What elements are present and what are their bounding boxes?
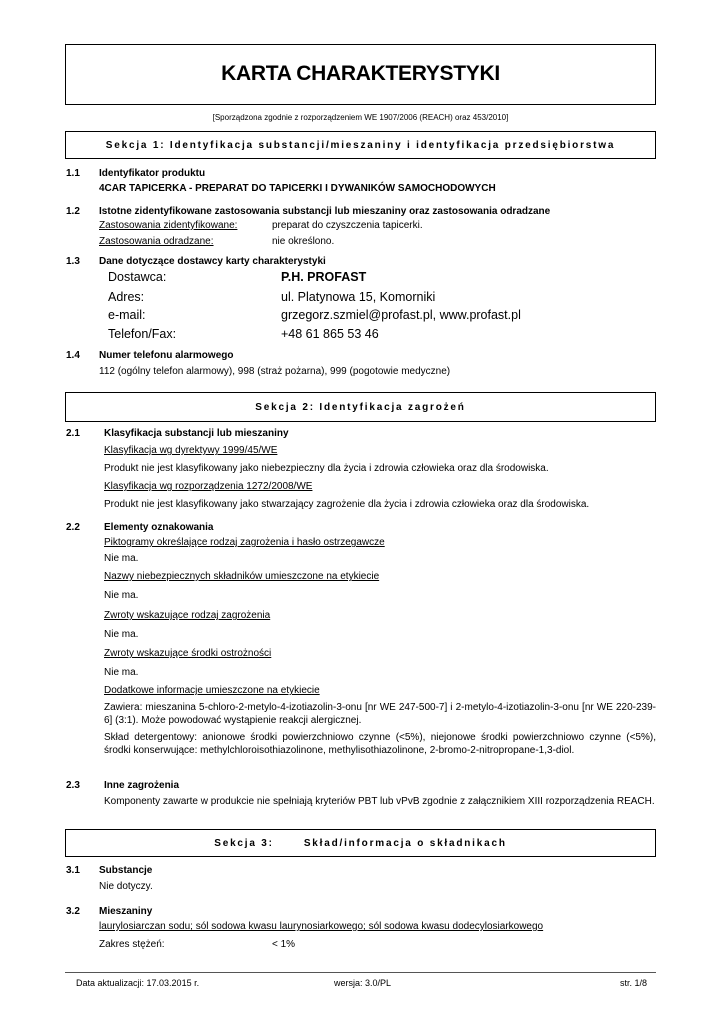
classification-regulation-text: Produkt nie jest klasyfikowany jako stwarzający zagrożenie dla życia i zdrowia człowieka oraz dla środowiska. xyxy=(104,499,590,510)
classification-directive-text: Produkt nie jest klasyfikowany jako niebezpieczny dla życia i zdrowia człowieka oraz dla środowiska. xyxy=(104,463,549,474)
concentration-value: < 1% xyxy=(272,939,296,950)
s1-3-heading: Dane dotyczące dostawcy karty charakterystyki xyxy=(99,256,326,267)
hazard-statements-value: Nie ma. xyxy=(104,629,139,640)
address-value: ul. Platynowa 15, Komorniki xyxy=(281,290,436,304)
s2-3-number: 2.3 xyxy=(66,780,80,791)
address-label: Adres: xyxy=(108,290,145,304)
s2-2-number: 2.2 xyxy=(66,522,80,533)
advised-uses-value: nie określono. xyxy=(272,236,335,247)
supplier-label: Dostawca: xyxy=(108,270,167,284)
product-identifier: 4CAR TAPICERKA - PREPARAT DO TAPICERKI I DYWANIKÓW SAMOCHODOWYCH xyxy=(99,183,496,194)
advised-uses-label: Zastosowania odradzane: xyxy=(99,236,214,247)
substances-text: Nie dotyczy. xyxy=(99,881,153,892)
section-3-header-title: Skład/informacja o składnikach xyxy=(303,838,507,849)
document-title: KARTA CHARAKTERYSTYKI xyxy=(221,62,500,85)
footer-date: Data aktualizacji: 17.03.2015 r. xyxy=(76,978,200,988)
regulation-note: [Sporządzona zgodnie z rozporządzeniem WE 1907/2006 (REACH) oraz 453/2010] xyxy=(212,113,509,122)
footer-version: wersja: 3.0/PL xyxy=(334,978,392,988)
section-3-header-number: Sekcja 3: xyxy=(214,838,274,849)
s3-1-heading: Substancje xyxy=(99,865,153,876)
concentration-label: Zakres stężeń: xyxy=(99,939,165,950)
s3-2-heading: Mieszaniny xyxy=(99,906,153,917)
hazardous-components-value: Nie ma. xyxy=(104,590,139,601)
s1-2-number: 1.2 xyxy=(66,206,80,217)
s1-3-number: 1.3 xyxy=(66,256,80,267)
s2-2-heading: Elementy oznakowania xyxy=(104,522,214,533)
s3-2-number: 3.2 xyxy=(66,906,80,917)
other-hazards-text: Komponenty zawarte w produkcie nie spełniają kryteriów PBT lub vPvB zgodnie z załącznikiem XIII rozporządzenia REACH. xyxy=(104,796,655,807)
s2-3-heading: Inne zagrożenia xyxy=(104,780,180,791)
email-value: grzegorz.szmiel@profast.pl, www.profast.pl xyxy=(281,308,521,322)
footer-page-number: str. 1/8 xyxy=(620,978,648,988)
pictograms-value: Nie ma. xyxy=(104,553,139,564)
s2-1-number: 2.1 xyxy=(66,428,80,439)
precautionary-statements-value: Nie ma. xyxy=(104,667,139,678)
identified-uses-label: Zastosowania zidentyfikowane: xyxy=(99,220,238,231)
additional-info-para-1: Zawiera: mieszanina 5-chloro-2-metylo-4-izotiazolin-3-onu [nr WE 247-500-7] i 2-metylo-4-izotiazolin-3-onu [nr WE 220-239-6] (3:1). Może powodować wystąpienie reakcji alergicznej. xyxy=(104,702,656,726)
classification-regulation-label: Klasyfikacja wg rozporządzenia 1272/2008/WE xyxy=(104,481,313,492)
s1-1-number: 1.1 xyxy=(66,168,80,179)
s3-1-number: 3.1 xyxy=(66,865,80,876)
phone-label: Telefon/Fax: xyxy=(108,327,177,341)
section-1-header: Sekcja 1: Identyfikacja substancji/mieszaniny i identyfikacja przedsiębiorstwa xyxy=(65,131,656,159)
footer-divider xyxy=(65,972,656,973)
identified-uses-value: preparat do czyszczenia tapicerki. xyxy=(272,220,423,231)
s1-2-heading: Istotne zidentyfikowane zastosowania substancji lub mieszaniny oraz zastosowania odradzane xyxy=(99,206,551,217)
supplier-value: P.H. PROFAST xyxy=(281,270,367,284)
title-box xyxy=(65,44,656,105)
component-name: laurylosiarczan sodu; sól sodowa kwasu laurynosiarkowego; sól sodowa kwasu dodecylosiarkowego xyxy=(99,921,544,932)
hazard-statements-label: Zwroty wskazujące rodzaj zagrożenia xyxy=(104,610,271,621)
s1-4-number: 1.4 xyxy=(66,350,80,361)
pictograms-label: Piktogramy określające rodzaj zagrożenia i hasło ostrzegawcze xyxy=(104,537,385,548)
emergency-numbers: 112 (ogólny telefon alarmowy), 998 (straż pożarna), 999 (pogotowie medyczne) xyxy=(99,366,451,377)
email-label: e-mail: xyxy=(108,308,146,322)
hazardous-components-label: Nazwy niebezpiecznych składników umieszczone na etykiecie xyxy=(104,571,380,582)
section-2-header: Sekcja 2: Identyfikacja zagrożeń xyxy=(65,392,656,422)
additional-info-label: Dodatkowe informacje umieszczone na etykiecie xyxy=(104,685,320,696)
classification-directive-label: Klasyfikacja wg dyrektywy 1999/45/WE xyxy=(104,445,278,456)
additional-info-para-2: Skład detergentowy: anionowe środki powierzchniowo czynne (<5%), niejonowe środki powierzchniowo czynne (<5%), środki konserwujące: methylchloroisothiazolinone, methylisothiazolinone, 2-bromo-2-nitropropane-1,3-diol. xyxy=(104,732,656,756)
s1-1-heading: Identyfikator produktu xyxy=(99,168,206,179)
precautionary-statements-label: Zwroty wskazujące środki ostrożności xyxy=(104,648,272,659)
s2-1-heading: Klasyfikacja substancji lub mieszaniny xyxy=(104,428,289,439)
phone-value: +48 61 865 53 46 xyxy=(281,327,379,341)
section-3-header xyxy=(65,829,656,857)
s1-4-heading: Numer telefonu alarmowego xyxy=(99,350,234,361)
